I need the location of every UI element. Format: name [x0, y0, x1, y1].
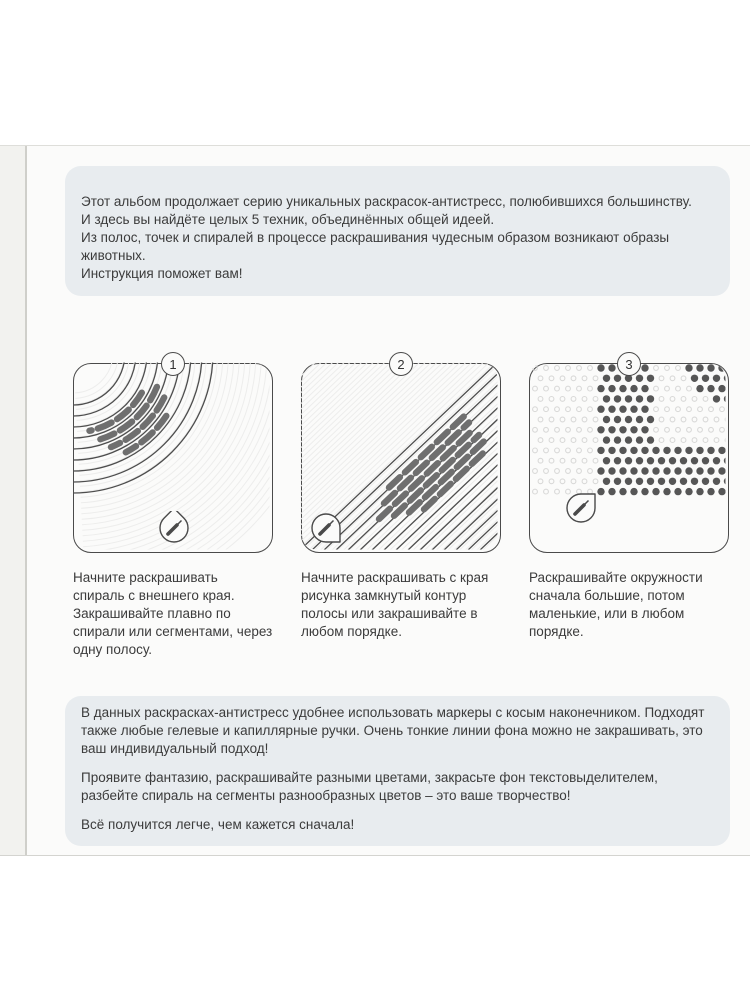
marker-pen-icon [309, 511, 343, 545]
step-number-badge: 1 [161, 352, 185, 376]
marker-pen-icon [157, 511, 191, 545]
tip-paragraph: Всё получится легче, чем кажется сначала! [81, 817, 355, 832]
panel-frame-3 [529, 356, 729, 553]
panel-column-stripes [301, 356, 501, 659]
intro-line: И здесь вы найдёте целых 5 техник, объединённых общей идеей. [81, 212, 495, 227]
panel-caption-1: Начните раскрашивать спираль с внешнего края. Закрашивайте плавно по спирали или сегментами, через одну полосу. [73, 570, 273, 657]
panel-caption-2: Начните раскрашивать с края рисунка замкнутый контур полосы или закрашивайте в любом порядке. [301, 570, 489, 639]
intro-box [65, 166, 730, 296]
panel-column-dots [529, 356, 729, 659]
tips-box [65, 696, 730, 846]
step-number-badge: 3 [617, 352, 641, 376]
intro-line: Из полос, точек и спиралей в процессе раскрашивания чудесным образом возникают образы животных. [81, 230, 670, 263]
page-sheet [0, 145, 750, 856]
marker-pen-icon [564, 491, 598, 525]
panel-column-spiral [73, 356, 273, 659]
page-fold-edge [0, 146, 27, 855]
panel-frame-1 [73, 356, 273, 553]
step-number-badge: 2 [389, 352, 413, 376]
intro-line: Инструкция поможет вам! [81, 266, 243, 281]
panel-caption-3: Раскрашивайте окружности сначала большие, потом маленькие, или в любом порядке. [529, 570, 703, 639]
tip-paragraph: Проявите фантазию, раскрашивайте разными цветами, закрасьте фон текстовыделителем, разбейте спираль на сегменты разнообразных цветов – это ваше творчество! [81, 770, 658, 803]
tip-paragraph: В данных раскрасках-антистресс удобнее использовать маркеры с косым наконечником. Подходят также любые гелевые и капиллярные ручки. Очень тонкие линии фона можно не закрашивать, это ваш индивидуальный подход! [81, 705, 705, 756]
technique-panels [73, 356, 729, 659]
panel-frame-2 [301, 356, 501, 553]
intro-line: Этот альбом продолжает серию уникальных раскрасок-антистресс, полюбившихся большинству. [81, 194, 692, 209]
